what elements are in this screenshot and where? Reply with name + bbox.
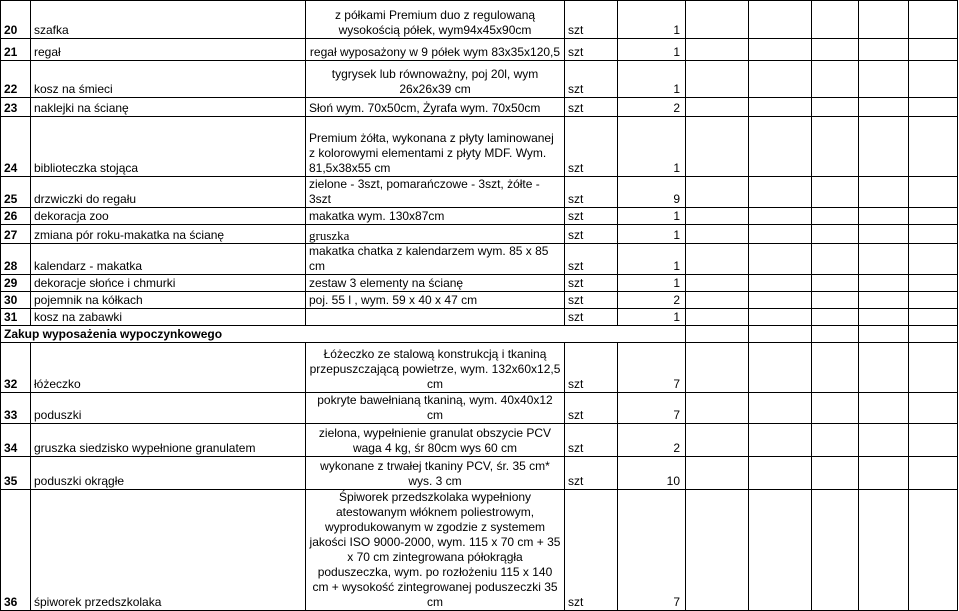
table-row	[1, 225, 958, 244]
item-unit: szt	[565, 117, 618, 177]
item-description: makatka chatka z kalendarzem wym. 85 x 85 cm	[306, 244, 565, 275]
empty-cell	[749, 309, 812, 326]
item-quantity: 2	[618, 98, 686, 117]
item-name: kalendarz - makatka	[31, 244, 306, 275]
empty-cell	[909, 424, 958, 457]
item-description: regał wyposażony w 9 półek wym 83x35x120,5	[306, 39, 565, 61]
empty-cell	[749, 39, 812, 61]
item-description: zielona, wypełnienie granulat obszycie PCV waga 4 kg, śr 80cm wys 60 cm	[306, 424, 565, 457]
item-unit: szt	[565, 61, 618, 98]
empty-cell	[909, 393, 958, 424]
item-unit: szt	[565, 208, 618, 225]
row-number: 36	[1, 490, 31, 611]
item-description: poj. 55 l , wym. 59 x 40 x 47 cm	[306, 292, 565, 309]
item-quantity: 1	[618, 244, 686, 275]
item-quantity: 1	[618, 275, 686, 292]
item-name: dekoracje słońce i chmurki	[31, 275, 306, 292]
row-number: 23	[1, 98, 31, 117]
item-unit: szt	[565, 292, 618, 309]
table-row	[1, 1, 958, 39]
empty-cell	[859, 457, 909, 490]
empty-cell	[686, 61, 749, 98]
empty-cell	[812, 343, 859, 393]
item-unit: szt	[565, 39, 618, 61]
empty-cell	[859, 393, 909, 424]
empty-cell	[909, 343, 958, 393]
empty-cell	[812, 177, 859, 208]
empty-cell	[749, 343, 812, 393]
item-name: biblioteczka stojąca	[31, 117, 306, 177]
empty-cell	[909, 457, 958, 490]
item-description: z półkami Premium duo z regulowaną wysokością półek, wym94x45x90cm	[306, 1, 565, 39]
table-row	[1, 39, 958, 61]
empty-cell	[909, 225, 958, 244]
empty-cell	[859, 117, 909, 177]
empty-cell	[749, 61, 812, 98]
item-unit: szt	[565, 424, 618, 457]
item-unit: szt	[565, 275, 618, 292]
table-row	[1, 275, 958, 292]
empty-cell	[859, 61, 909, 98]
item-name: kosz na śmieci	[31, 61, 306, 98]
empty-cell	[812, 1, 859, 39]
empty-cell	[909, 275, 958, 292]
item-description: Premium żółta, wykonana z płyty laminowanej z kolorowymi elementami z płyty MDF. Wym. 81,5x38x55 cm	[306, 117, 565, 177]
empty-cell	[749, 457, 812, 490]
empty-cell	[749, 490, 812, 611]
empty-cell	[859, 490, 909, 611]
empty-cell	[749, 98, 812, 117]
empty-cell	[749, 177, 812, 208]
table-row	[1, 208, 958, 225]
table-row	[1, 393, 958, 424]
empty-cell	[859, 244, 909, 275]
empty-cell	[812, 292, 859, 309]
empty-cell	[686, 343, 749, 393]
empty-cell	[812, 244, 859, 275]
item-quantity: 1	[618, 309, 686, 326]
item-unit: szt	[565, 490, 618, 611]
item-name: drzwiczki do regału	[31, 177, 306, 208]
item-name: śpiworek przedszkolaka	[31, 490, 306, 611]
row-number: 30	[1, 292, 31, 309]
item-name: dekoracja zoo	[31, 208, 306, 225]
empty-cell	[686, 244, 749, 275]
row-number: 22	[1, 61, 31, 98]
table-row	[1, 177, 958, 208]
empty-cell	[909, 98, 958, 117]
empty-cell	[859, 225, 909, 244]
item-name: kosz na zabawki	[31, 309, 306, 326]
item-unit: szt	[565, 225, 618, 244]
empty-cell	[686, 177, 749, 208]
empty-cell	[812, 61, 859, 98]
empty-cell	[859, 208, 909, 225]
item-name: szafka	[31, 1, 306, 39]
empty-cell	[859, 292, 909, 309]
row-number: 33	[1, 393, 31, 424]
row-number: 31	[1, 309, 31, 326]
table-row	[1, 292, 958, 309]
item-name: poduszki okrągłe	[31, 457, 306, 490]
item-name: łóżeczko	[31, 343, 306, 393]
item-unit: szt	[565, 98, 618, 117]
empty-cell	[686, 457, 749, 490]
row-number: 26	[1, 208, 31, 225]
item-unit: szt	[565, 343, 618, 393]
empty-cell	[686, 309, 749, 326]
empty-cell	[812, 39, 859, 61]
empty-cell	[749, 244, 812, 275]
item-description: Słoń wym. 70x50cm, Żyrafa wym. 70x50cm	[306, 98, 565, 117]
item-unit: szt	[565, 309, 618, 326]
empty-cell	[749, 208, 812, 225]
row-number: 28	[1, 244, 31, 275]
empty-cell	[812, 225, 859, 244]
item-quantity: 1	[618, 225, 686, 244]
empty-cell	[909, 309, 958, 326]
empty-cell	[749, 275, 812, 292]
empty-cell	[859, 98, 909, 117]
table-row	[1, 309, 958, 326]
empty-cell	[859, 177, 909, 208]
empty-cell	[686, 225, 749, 244]
empty-cell	[812, 208, 859, 225]
empty-cell	[686, 117, 749, 177]
empty-cell	[686, 1, 749, 39]
item-quantity: 2	[618, 292, 686, 309]
item-description: Śpiworek przedszkolaka wypełniony atestowanym włóknem poliestrowym, wyprodukowanym w zgodzie z systemem jakości ISO 9000-2000, wym. 115 x 70 cm + 35 x 70 cm zintegrowana półokrągła poduszeczka, wym. po rozłożeniu 115 x 140 cm + wysokość zintegrowanej poduszeczki 35 cm	[306, 490, 565, 611]
empty-cell	[749, 117, 812, 177]
table-row	[1, 117, 958, 177]
item-quantity: 7	[618, 393, 686, 424]
empty-cell	[909, 177, 958, 208]
empty-cell	[686, 39, 749, 61]
item-description: wykonane z trwałej tkaniny PCV, śr. 35 cm* wys. 3 cm	[306, 457, 565, 490]
empty-cell	[686, 292, 749, 309]
item-quantity: 1	[618, 117, 686, 177]
empty-cell	[812, 275, 859, 292]
row-number: 35	[1, 457, 31, 490]
empty-cell	[686, 275, 749, 292]
item-quantity: 1	[618, 1, 686, 39]
item-name: zmiana pór roku-makatka na ścianę	[31, 225, 306, 244]
row-number: 29	[1, 275, 31, 292]
empty-cell	[686, 393, 749, 424]
table-row	[1, 244, 958, 275]
item-unit: szt	[565, 177, 618, 208]
item-quantity: 1	[618, 208, 686, 225]
item-description: makatka wym. 130x87cm	[306, 208, 565, 225]
item-description: gruszka	[306, 225, 565, 244]
table-row	[1, 424, 958, 457]
item-quantity: 10	[618, 457, 686, 490]
item-name: pojemnik na kółkach	[31, 292, 306, 309]
item-name: naklejki na ścianę	[31, 98, 306, 117]
section-row	[1, 326, 958, 343]
empty-cell	[686, 424, 749, 457]
item-quantity: 1	[618, 61, 686, 98]
item-quantity: 2	[618, 424, 686, 457]
empty-cell	[812, 309, 859, 326]
item-quantity: 7	[618, 490, 686, 611]
empty-cell	[909, 1, 958, 39]
empty-cell	[909, 61, 958, 98]
empty-cell	[686, 98, 749, 117]
item-description: pokryte bawełnianą tkaniną, wym. 40x40x12 cm	[306, 393, 565, 424]
empty-cell	[749, 424, 812, 457]
empty-cell	[859, 309, 909, 326]
section-title: Zakup wyposażenia wypoczynkowego	[1, 326, 306, 343]
row-number: 24	[1, 117, 31, 177]
empty-cell	[749, 292, 812, 309]
item-unit: szt	[565, 1, 618, 39]
empty-cell	[909, 292, 958, 309]
empty-cell	[686, 208, 749, 225]
row-number: 27	[1, 225, 31, 244]
empty-cell	[859, 39, 909, 61]
empty-cell	[812, 117, 859, 177]
table-row	[1, 457, 958, 490]
empty-cell	[859, 343, 909, 393]
item-description: zielone - 3szt, pomarańczowe - 3szt, żółte - 3szt	[306, 177, 565, 208]
table-row	[1, 343, 958, 393]
item-quantity: 1	[618, 39, 686, 61]
table-row	[1, 490, 958, 611]
empty-cell	[812, 457, 859, 490]
table-row	[1, 61, 958, 98]
empty-cell	[909, 39, 958, 61]
item-name: gruszka siedzisko wypełnione granulatem	[31, 424, 306, 457]
empty-cell	[812, 424, 859, 457]
item-description: zestaw 3 elementy na ścianę	[306, 275, 565, 292]
empty-cell	[749, 225, 812, 244]
item-description: tygrysek lub równoważny, poj 20l, wym 26x26x39 cm	[306, 61, 565, 98]
item-name: regał	[31, 39, 306, 61]
empty-cell	[812, 393, 859, 424]
item-unit: szt	[565, 457, 618, 490]
empty-cell	[812, 490, 859, 611]
empty-cell	[909, 490, 958, 611]
item-quantity: 9	[618, 177, 686, 208]
row-number: 21	[1, 39, 31, 61]
empty-cell	[859, 424, 909, 457]
item-description: Łóżeczko ze stalową konstrukcją i tkaniną przepuszczającą powietrze, wym. 132x60x12,5 cm	[306, 343, 565, 393]
row-number: 34	[1, 424, 31, 457]
row-number: 25	[1, 177, 31, 208]
empty-cell	[909, 244, 958, 275]
row-number: 20	[1, 1, 31, 39]
item-name: poduszki	[31, 393, 306, 424]
empty-cell	[909, 208, 958, 225]
empty-cell	[859, 1, 909, 39]
table-row	[1, 98, 958, 117]
item-unit: szt	[565, 393, 618, 424]
empty-cell	[686, 490, 749, 611]
item-description	[306, 309, 565, 326]
empty-cell	[812, 98, 859, 117]
item-quantity: 7	[618, 343, 686, 393]
empty-cell	[749, 393, 812, 424]
empty-cell	[909, 117, 958, 177]
row-number: 32	[1, 343, 31, 393]
empty-cell	[859, 275, 909, 292]
item-unit: szt	[565, 244, 618, 275]
empty-cell	[749, 1, 812, 39]
